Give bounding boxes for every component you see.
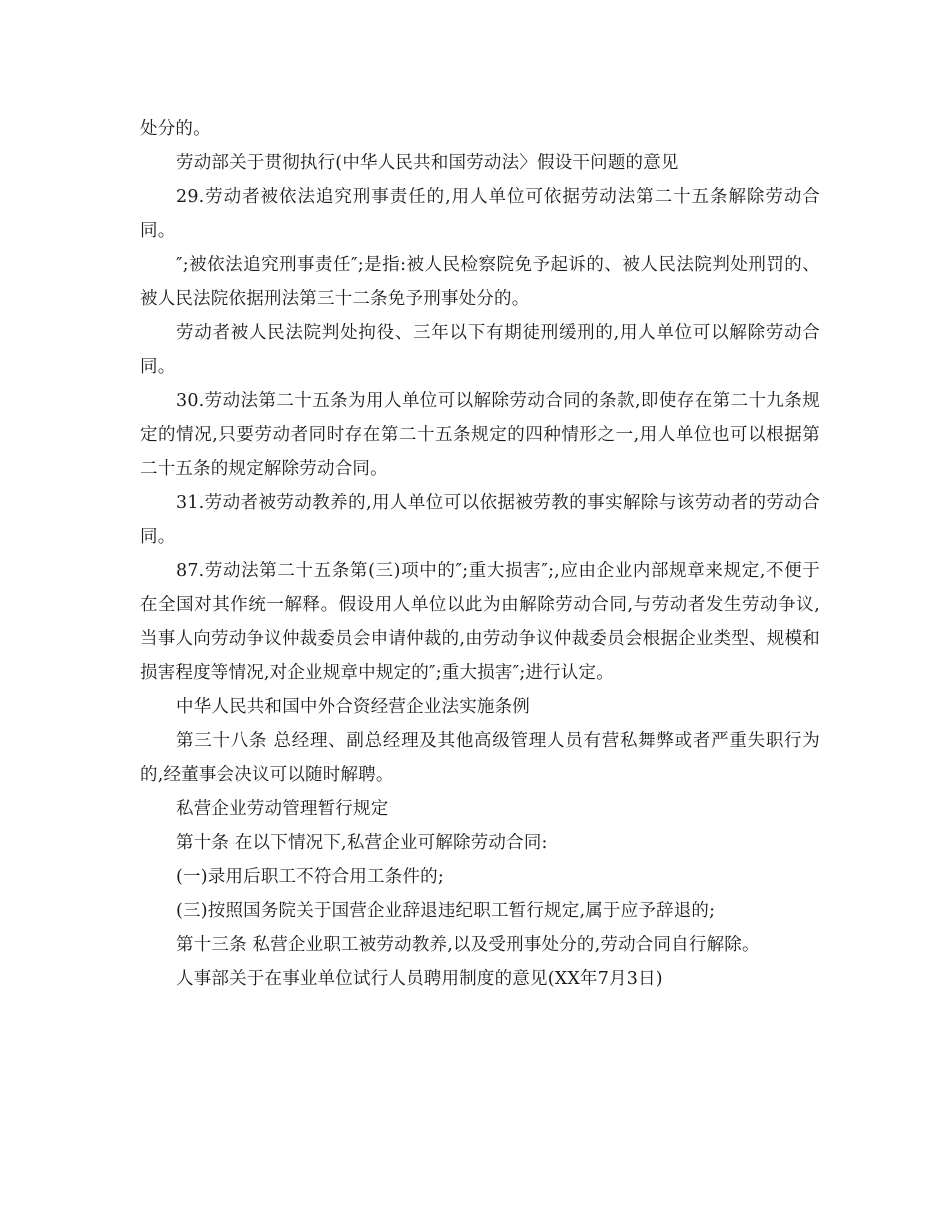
paragraph-article-13: 第十三条 私营企业职工被劳动教养,以及受刑事处分的,劳动合同自行解除。 <box>176 935 760 955</box>
paragraph-heading-labor-ministry-opinion: 劳动部关于贯彻执行(中华人民共和国劳动法〉假设干问题的意见 <box>176 153 679 173</box>
paragraph-article-38: 第三十八条 总经理、副总经理及其他高级管理人员有营私舞弊或者严重失职行为的,经董事会决议可以随时解聘。 <box>140 731 820 785</box>
paragraph-item-3: (三)按照国务院关于国营企业辞退违纪职工暂行规定,属于应予辞退的; <box>176 901 716 921</box>
paragraph-article-10: 第十条 在以下情况下,私营企业可解除劳动合同: <box>176 833 548 853</box>
paragraph-article-30: 30.劳动法第二十五条为用人单位可以解除劳动合同的条款,即使存在第二十九条规定的情况,只要劳动者同时存在第二十五条规定的四种情形之一,用人单位也可以根据第二十五条的规定解除劳动合同。 <box>140 391 820 479</box>
paragraph-heading-personnel-ministry-opinion: 人事部关于在事业单位试行人员聘用制度的意见(XX年7月3日) <box>176 969 663 989</box>
paragraph-article-87: 87.劳动法第二十五条第(三)项中的″;重大损害″;,应由企业内部规章来规定,不便于在全国对其作统一解释。假设用人单位以此为由解除劳动合同,与劳动者发生劳动争议,当事人向劳动争议仲裁委员会申请仲裁的,由劳动争议仲裁委员会根据企业类型、规模和损害程度等情况,对企业规章中规定的″;重大损害″;进行认定。 <box>140 561 820 683</box>
paragraph-0: 处分的。 <box>140 119 211 139</box>
paragraph-detention-probation: 劳动者被人民法院判处拘役、三年以下有期徒刑缓刑的,用人单位可以解除劳动合同。 <box>140 323 820 377</box>
paragraph-item-1: (一)录用后职工不符合用工条件的; <box>176 867 444 887</box>
paragraph-heading-joint-venture-regulation: 中华人民共和国中外合资经营企业法实施条例 <box>176 697 530 717</box>
paragraph-heading-private-enterprise-rules: 私营企业劳动管理暂行规定 <box>176 799 389 819</box>
paragraph-article-31: 31.劳动者被劳动教养的,用人单位可以依据被劳教的事实解除与该劳动者的劳动合同。 <box>140 493 820 547</box>
paragraph-article-29: 29.劳动者被依法追究刑事责任的,用人单位可依据劳动法第二十五条解除劳动合同。 <box>140 187 820 241</box>
document-body <box>140 112 820 996</box>
paragraph-criminal-liability-definition: ″;被依法追究刑事责任″;是指:被人民检察院免予起诉的、被人民法院判处刑罚的、被人民法院依据刑法第三十二条免予刑事处分的。 <box>140 255 820 309</box>
